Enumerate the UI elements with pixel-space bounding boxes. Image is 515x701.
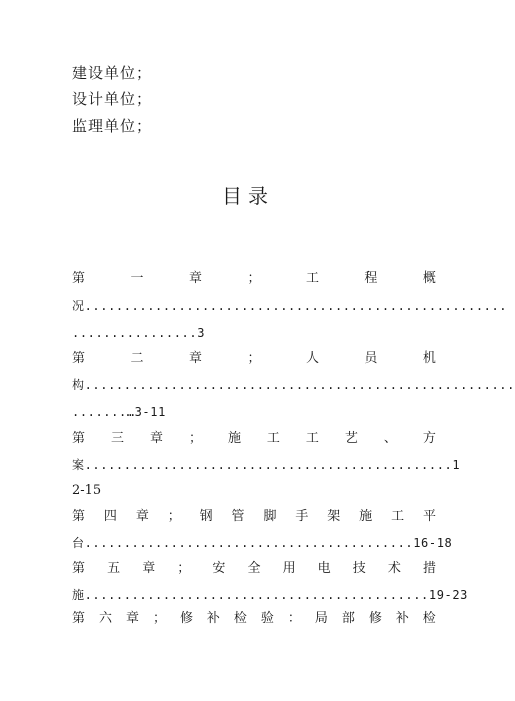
- toc-char: 工: [266, 431, 280, 446]
- toc-char: ；: [167, 509, 181, 524]
- toc-char: 修: [179, 611, 193, 626]
- toc-char: 工: [305, 431, 319, 446]
- toc-char: 管: [231, 509, 245, 524]
- toc-char: 措: [422, 561, 436, 576]
- toc-char: 验: [260, 611, 274, 626]
- toc-char: ；: [177, 561, 191, 576]
- toc-ch2-page: .......…3-11: [72, 405, 166, 419]
- toc-ch3-title: [72, 430, 436, 448]
- toc-char: 工: [391, 509, 405, 524]
- toc-char: ：: [287, 611, 301, 626]
- toc-ch4-dots: 台..........................................16-18: [72, 536, 453, 550]
- toc-char: 修: [368, 611, 382, 626]
- toc-char: 三: [110, 431, 124, 446]
- toc-char: 部: [341, 611, 355, 626]
- toc-char: 四: [103, 509, 117, 524]
- toc-char: 章: [142, 561, 156, 576]
- toc-char: 架: [327, 509, 341, 524]
- toc-ch4-title: [72, 508, 436, 526]
- toc-char: 六: [98, 611, 112, 626]
- toc-ch3-page: 2-15: [72, 483, 102, 498]
- toc-char: 电: [317, 561, 331, 576]
- toc-ch6-title: [72, 610, 436, 628]
- toc-char: 术: [387, 561, 401, 576]
- toc-ch1-title: [72, 270, 436, 288]
- toc-char: 五: [107, 561, 121, 576]
- toc-char: 第: [72, 509, 86, 524]
- toc-char: 检: [422, 611, 436, 626]
- construction-unit-label: 建设单位；: [72, 64, 153, 82]
- toc-char: 钢: [199, 509, 213, 524]
- toc-char: 程: [364, 271, 378, 286]
- toc-char: 一: [130, 271, 144, 286]
- toc-char: 章: [125, 611, 139, 626]
- toc-char: 章: [188, 351, 202, 366]
- toc-char: 机: [422, 351, 436, 366]
- toc-char: 、: [383, 431, 397, 446]
- toc-char: 人: [305, 351, 319, 366]
- toc-ch5-title: [72, 560, 436, 578]
- toc-char: 补: [395, 611, 409, 626]
- toc-ch5-dots: 施............................................19-23: [72, 588, 469, 602]
- toc-char: 检: [233, 611, 247, 626]
- toc-char: ；: [247, 271, 261, 286]
- toc-char: 手: [295, 509, 309, 524]
- toc-char: 技: [352, 561, 366, 576]
- toc-char: 第: [72, 611, 86, 626]
- toc-title: 目录: [222, 184, 274, 208]
- toc-char: 艺: [344, 431, 358, 446]
- toc-char: 第: [72, 351, 86, 366]
- toc-char: 安: [212, 561, 226, 576]
- toc-char: 第: [72, 431, 86, 446]
- toc-char: ；: [152, 611, 166, 626]
- toc-char: 脚: [263, 509, 277, 524]
- toc-char: 局: [314, 611, 328, 626]
- toc-char: 章: [188, 271, 202, 286]
- toc-char: 平: [422, 509, 436, 524]
- toc-char: 概: [422, 271, 436, 286]
- toc-ch1-page: ................3: [72, 326, 206, 340]
- toc-char: 工: [305, 271, 319, 286]
- toc-char: 第: [72, 271, 86, 286]
- toc-char: 员: [364, 351, 378, 366]
- supervision-unit-label: 监理单位；: [72, 117, 153, 135]
- toc-char: ；: [188, 431, 202, 446]
- toc-char: 施: [359, 509, 373, 524]
- toc-ch2-dots: 构.......................................................: [72, 378, 515, 392]
- toc-char: ；: [247, 351, 261, 366]
- toc-ch1-dots: 况......................................................: [72, 299, 508, 313]
- toc-char: 二: [130, 351, 144, 366]
- toc-char: 章: [135, 509, 149, 524]
- design-unit-label: 设计单位；: [72, 90, 153, 108]
- toc-char: 用: [282, 561, 296, 576]
- toc-ch3-dots: 案...............................................1: [72, 458, 461, 472]
- toc-char: 章: [149, 431, 163, 446]
- toc-char: 方: [422, 431, 436, 446]
- toc-char: 施: [227, 431, 241, 446]
- toc-char: 第: [72, 561, 86, 576]
- toc-char: 全: [247, 561, 261, 576]
- toc-char: 补: [206, 611, 220, 626]
- toc-ch2-title: [72, 350, 436, 368]
